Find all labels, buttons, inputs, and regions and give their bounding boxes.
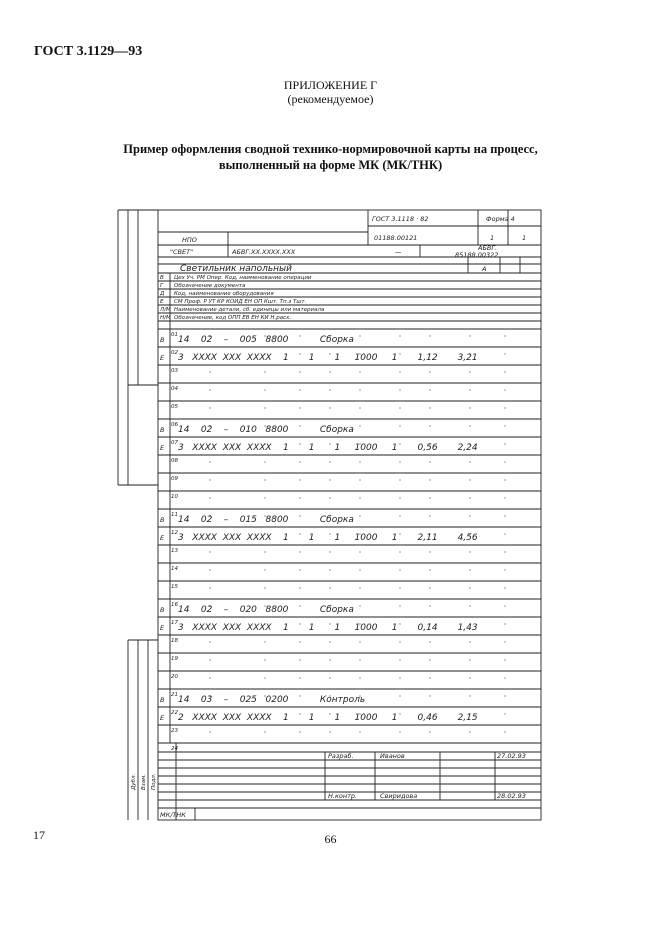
row-key: Е [160, 624, 165, 632]
sign-role-2: Н.контр. [328, 792, 358, 800]
row-number: 20 [171, 674, 178, 680]
org-line2: "СВЕТ" [170, 248, 194, 256]
row-text: 14 02 – 015 8800 Сборка [178, 515, 354, 525]
row-text: 3 ХХХХ ХХХ ХХХХ 1 1 1 1000 1 1,12 3,21 [178, 353, 478, 363]
header-row-key: Н/М [160, 315, 171, 321]
appendix-subtitle: (рекомендуемое) [287, 92, 374, 106]
row-number: 01 [171, 332, 178, 338]
row-number: 18 [171, 638, 178, 644]
header-row-text: Обозначение документа [174, 283, 246, 289]
header-row-key: Г [160, 283, 164, 289]
side-label-vzam: Взам. [141, 774, 147, 790]
row-number: 13 [171, 548, 178, 554]
row-text: 14 02 – 005 8800 Сборка [178, 335, 354, 345]
row-number: 11 [171, 512, 178, 518]
row-text: 3 ХХХХ ХХХ ХХХХ 1 1 1 1000 1 0,14 1,43 [178, 623, 478, 633]
header-row-text: СМ Проф. Р УТ КР КОИД ЕН ОП Кшт. Тп.з Тшт. [174, 299, 307, 305]
header-row-text: Цех Уч. РМ Опер. Код, наименование операции [174, 275, 312, 281]
row-number: 12 [171, 530, 178, 536]
appendix-title: ПРИЛОЖЕНИЕ Г [283, 78, 378, 92]
row-key: В [160, 696, 165, 704]
org-line1: НПО [182, 236, 197, 244]
row-number: 06 [171, 422, 178, 428]
row-number: 08 [171, 458, 178, 464]
row-text: 14 03 – 025 0200 Контроль [178, 695, 366, 705]
sign-date-1: 27.02.93 [497, 752, 526, 760]
sign-role-1: Разраб. [328, 752, 354, 760]
row-number: 23 [171, 728, 178, 734]
doc-code: 01188.00121 [374, 234, 418, 242]
dash-cell: — [395, 248, 402, 256]
row-number: 15 [171, 584, 178, 590]
row-number: 16 [171, 602, 178, 608]
row-number: 22 [171, 710, 178, 716]
row-number: 09 [171, 476, 178, 482]
row-number: 24 [171, 746, 178, 752]
row-number: 21 [171, 692, 178, 698]
row-text: 14 02 – 010 8800 Сборка [178, 425, 354, 435]
row-number: 04 [171, 386, 178, 392]
row-text: 14 02 – 020 8800 Сборка [178, 605, 354, 615]
header-row-text: Обозначение, код ОПП ЕВ ЕН КИ Н.расх. [174, 315, 292, 321]
row-key: В [160, 606, 165, 614]
row-key: Е [160, 444, 165, 452]
row-number: 05 [171, 404, 178, 410]
sign-name-1: Иванов [380, 752, 405, 760]
document-number: АБВГ.XX.XXXX.XXX [232, 248, 296, 256]
header-row-key: В [160, 275, 164, 281]
row-key: В [160, 516, 165, 524]
header-row-key: Л/М [160, 307, 171, 313]
form-number: Форма 4 [486, 215, 515, 223]
example-title-line2: выполненный на форме МК (МК/ТНК) [218, 158, 443, 172]
side-label-dubl: Дубл. [131, 773, 137, 790]
example-title-line1: Пример оформления сводной технико-нормировочной карты на процесс, [123, 142, 538, 156]
row-text: 3 ХХХХ ХХХ ХХХХ 1 1 1 1000 1 0,56 2,24 [178, 443, 478, 453]
header-row-key: Е [160, 299, 164, 305]
right-code-1: АБВГ. [478, 244, 498, 252]
row-key: Е [160, 534, 165, 542]
header-row-text: Наименование детали, сб. единицы или материала [174, 307, 325, 313]
row-number: 17 [171, 620, 178, 626]
sign-name-2: Свиридова [380, 792, 418, 800]
row-key: В [160, 336, 165, 344]
left-page-number: 17 [33, 828, 45, 842]
row-key: В [160, 426, 165, 434]
row-number: 19 [171, 656, 178, 662]
row-text: 3 ХХХХ ХХХ ХХХХ 1 1 1 1000 1 2,11 4,56 [178, 533, 478, 543]
row-number: 07 [171, 440, 178, 446]
row-number: 10 [171, 494, 178, 500]
right-code-2: 85188.00322 [455, 251, 499, 259]
row-key: Е [160, 354, 165, 362]
sign-date-2: 28.02.93 [497, 792, 526, 800]
side-label-podl: Подл. [151, 773, 157, 790]
header-row-key: Д [160, 291, 165, 297]
product-name: Светильник напольный [180, 264, 292, 274]
standard-header: ГОСТ 3.1129—93 [34, 44, 143, 59]
row-key: Е [160, 714, 165, 722]
row-number: 14 [171, 566, 178, 572]
row-number: 02 [171, 350, 178, 356]
sheet-number: 1 [490, 234, 495, 242]
page-number: 66 [324, 832, 337, 846]
footer-code: МК/ТНК [160, 811, 186, 819]
sheets-total: 1 [522, 234, 527, 242]
header-row-text: Код, наименование оборудования [174, 291, 274, 297]
gost-label: ГОСТ 3.1118 · 82 [372, 215, 429, 223]
letter-cell: А [482, 265, 487, 273]
row-number: 03 [171, 368, 178, 374]
row-text: 2 ХХХХ ХХХ ХХХХ 1 1 1 1000 1 0,46 2,15 [178, 713, 478, 723]
